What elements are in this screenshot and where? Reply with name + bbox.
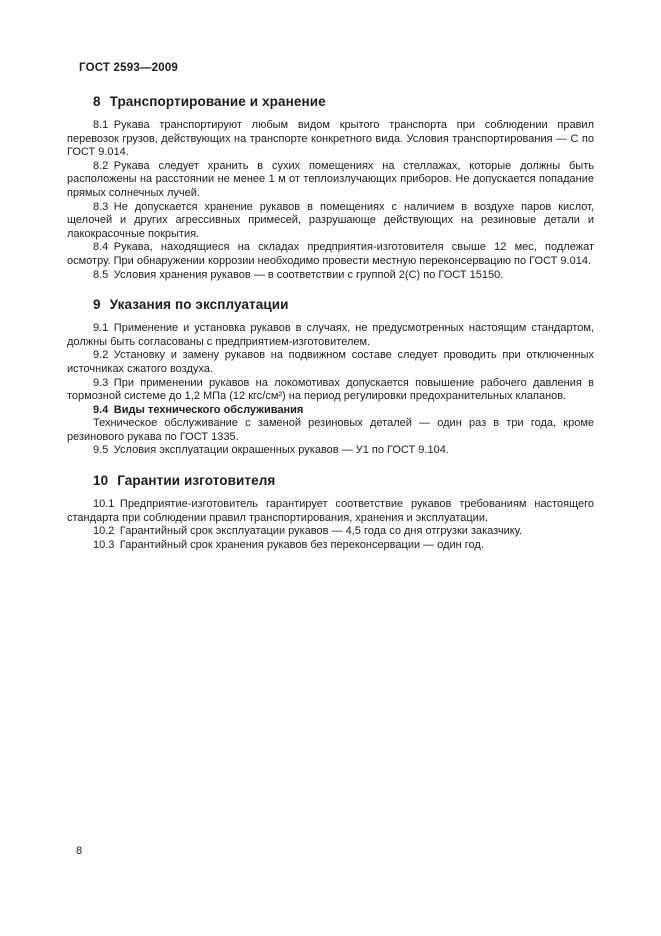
page-number: 8 (76, 845, 83, 857)
clause-8-3: 8.3 Не допускается хранение рукавов в помещениях с наличием в воздухе паров кислот, щелочей и других агрессивных примесей, разрушающе действующих на резиновые детали и лакокрасочные покрытия. (67, 200, 594, 240)
clause-10-2: 10.2 Гарантийный срок эксплуатации рукавов — 4,5 года со дня отгрузки заказчику. (93, 525, 523, 538)
section-heading-manufacturer-warranty (93, 473, 594, 488)
clause-10-3: 10.3 Гарантийный срок хранения рукавов без переконсервации — один год. (93, 538, 484, 551)
clause-10-1: 10.1 Предприятие-изготовитель гарантирует соответствие рукавов требованиям настоящего стандарта при соблюдении правил транспортирования, хранения и эксплуатации. (67, 498, 594, 524)
clause-9-4-subheading: 9.4 Виды технического обслуживания (93, 403, 304, 416)
section-heading-operation-guidelines (93, 297, 594, 312)
clause-8-2: 8.2 Рукава следует хранить в сухих помещениях на стеллажах, которые должны быть расположены на расстоянии не менее 1 м от теплоизлучающих приборов. Не допускается попадание прямых солнечных лучей. (67, 159, 594, 199)
section-heading-transport-storage (93, 94, 594, 109)
clause-9-2: 9.2 Установку и замену рукавов на подвижном составе следует проводить при отключенных источниках сжатого воздуха. (67, 349, 594, 375)
page-content (67, 88, 594, 552)
running-header: ГОСТ 2593—2009 (79, 62, 179, 74)
section-number: 9 (93, 297, 101, 313)
clause-8-5: 8.5 Условия хранения рукавов — в соответствии с группой 2(С) по ГОСТ 15150. (93, 268, 504, 281)
clause-8-4: 8.4 Рукава, находящиеся на складах предприятия-изготовителя свыше 12 мес, подлежат осмотру. При обнаружении коррозии необходимо провести местную переконсервацию по ГОСТ 9.014. (67, 241, 594, 267)
section-title: Гарантии изготовителя (117, 473, 276, 489)
clause-8-1: 8.1 Рукава транспортируют любым видом крытого транспорта при соблюдении правил перевозок грузов, действующих на транспорте конкретного вида. Условия транспортирования — С по ГОСТ 9.014. (67, 119, 594, 159)
clause-9-1: 9.1 Применение и установка рукавов в случаях, не предусмотренных настоящим стандартом, должны быть согласованы с предприятием-изготовителем. (67, 322, 594, 348)
clause-9-5: 9.5 Условия эксплуатации окрашенных рукавов — У1 по ГОСТ 9.104. (93, 444, 449, 457)
section-title: Транспортирование и хранение (109, 94, 326, 109)
section-title: Указания по эксплуатации (109, 297, 289, 313)
clause-9-3: 9.3 При применении рукавов на локомотивах допускается повышение рабочего давления в тормозной системе до 1,2 МПа (12 кгс/см²) на период регулировки предохранительных клапанов. (67, 376, 594, 403)
maintenance-note: Техническое обслуживание с заменой резиновых деталей — один раз в три года, кроме резинового рукава по ГОСТ 1335. (67, 417, 594, 443)
section-number: 8 (93, 94, 101, 109)
section-number: 10 (93, 473, 109, 489)
